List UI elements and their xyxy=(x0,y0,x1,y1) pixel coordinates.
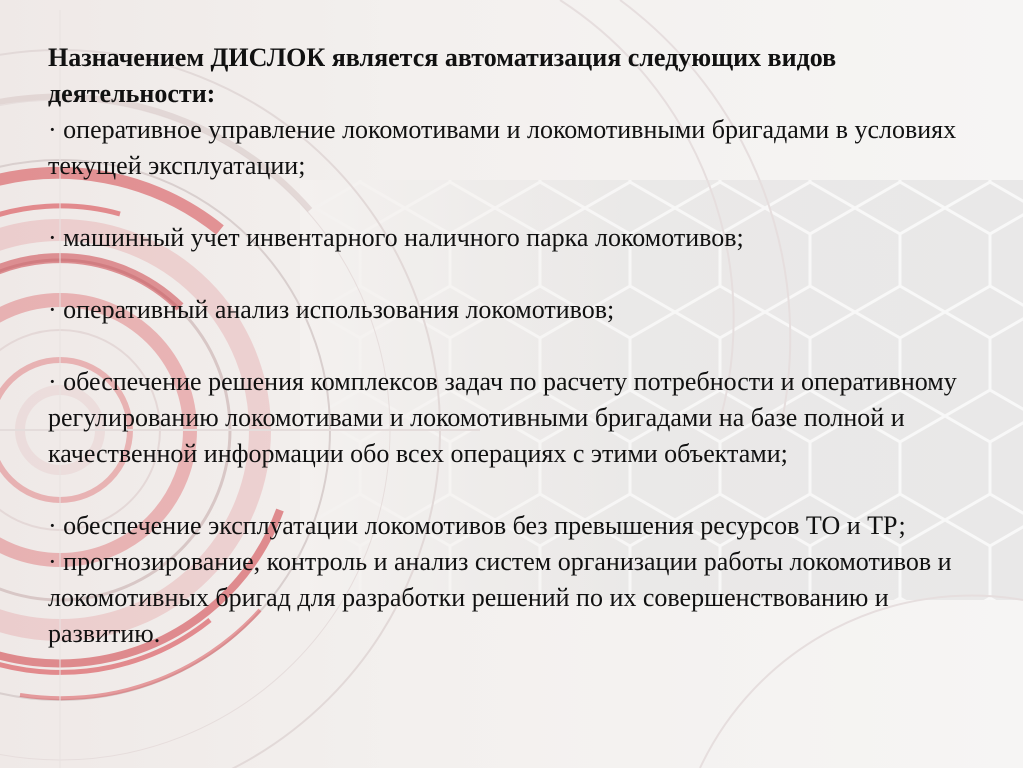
list-item: · оперативный анализ использования локомотивов; xyxy=(48,295,615,324)
list-item: · прогнозирование, контроль и анализ систем организации работы локомотивов и локомотивных бригад для разработки решений по их совершенствованию и развитию. xyxy=(48,547,952,648)
list-item: · оперативное управление локомотивами и локомотивными бригадами в условиях текущей эксплуатации; xyxy=(48,115,957,180)
slide-heading: Назначением ДИСЛОК является автоматизация следующих видов деятельности: xyxy=(48,43,837,108)
list-item: · обеспечение решения комплексов задач по расчету потребности и оперативному регулированию локомотивами и локомотивными бригадами на базе полной и качественной информации обо всех операциях с этими объектами; xyxy=(48,367,957,468)
slide-content xyxy=(48,40,988,652)
list-item: · обеспечение эксплуатации локомотивов без превышения ресурсов ТО и ТР; xyxy=(48,511,906,540)
list-item: · машинный учет инвентарного наличного парка локомотивов; xyxy=(48,223,744,252)
